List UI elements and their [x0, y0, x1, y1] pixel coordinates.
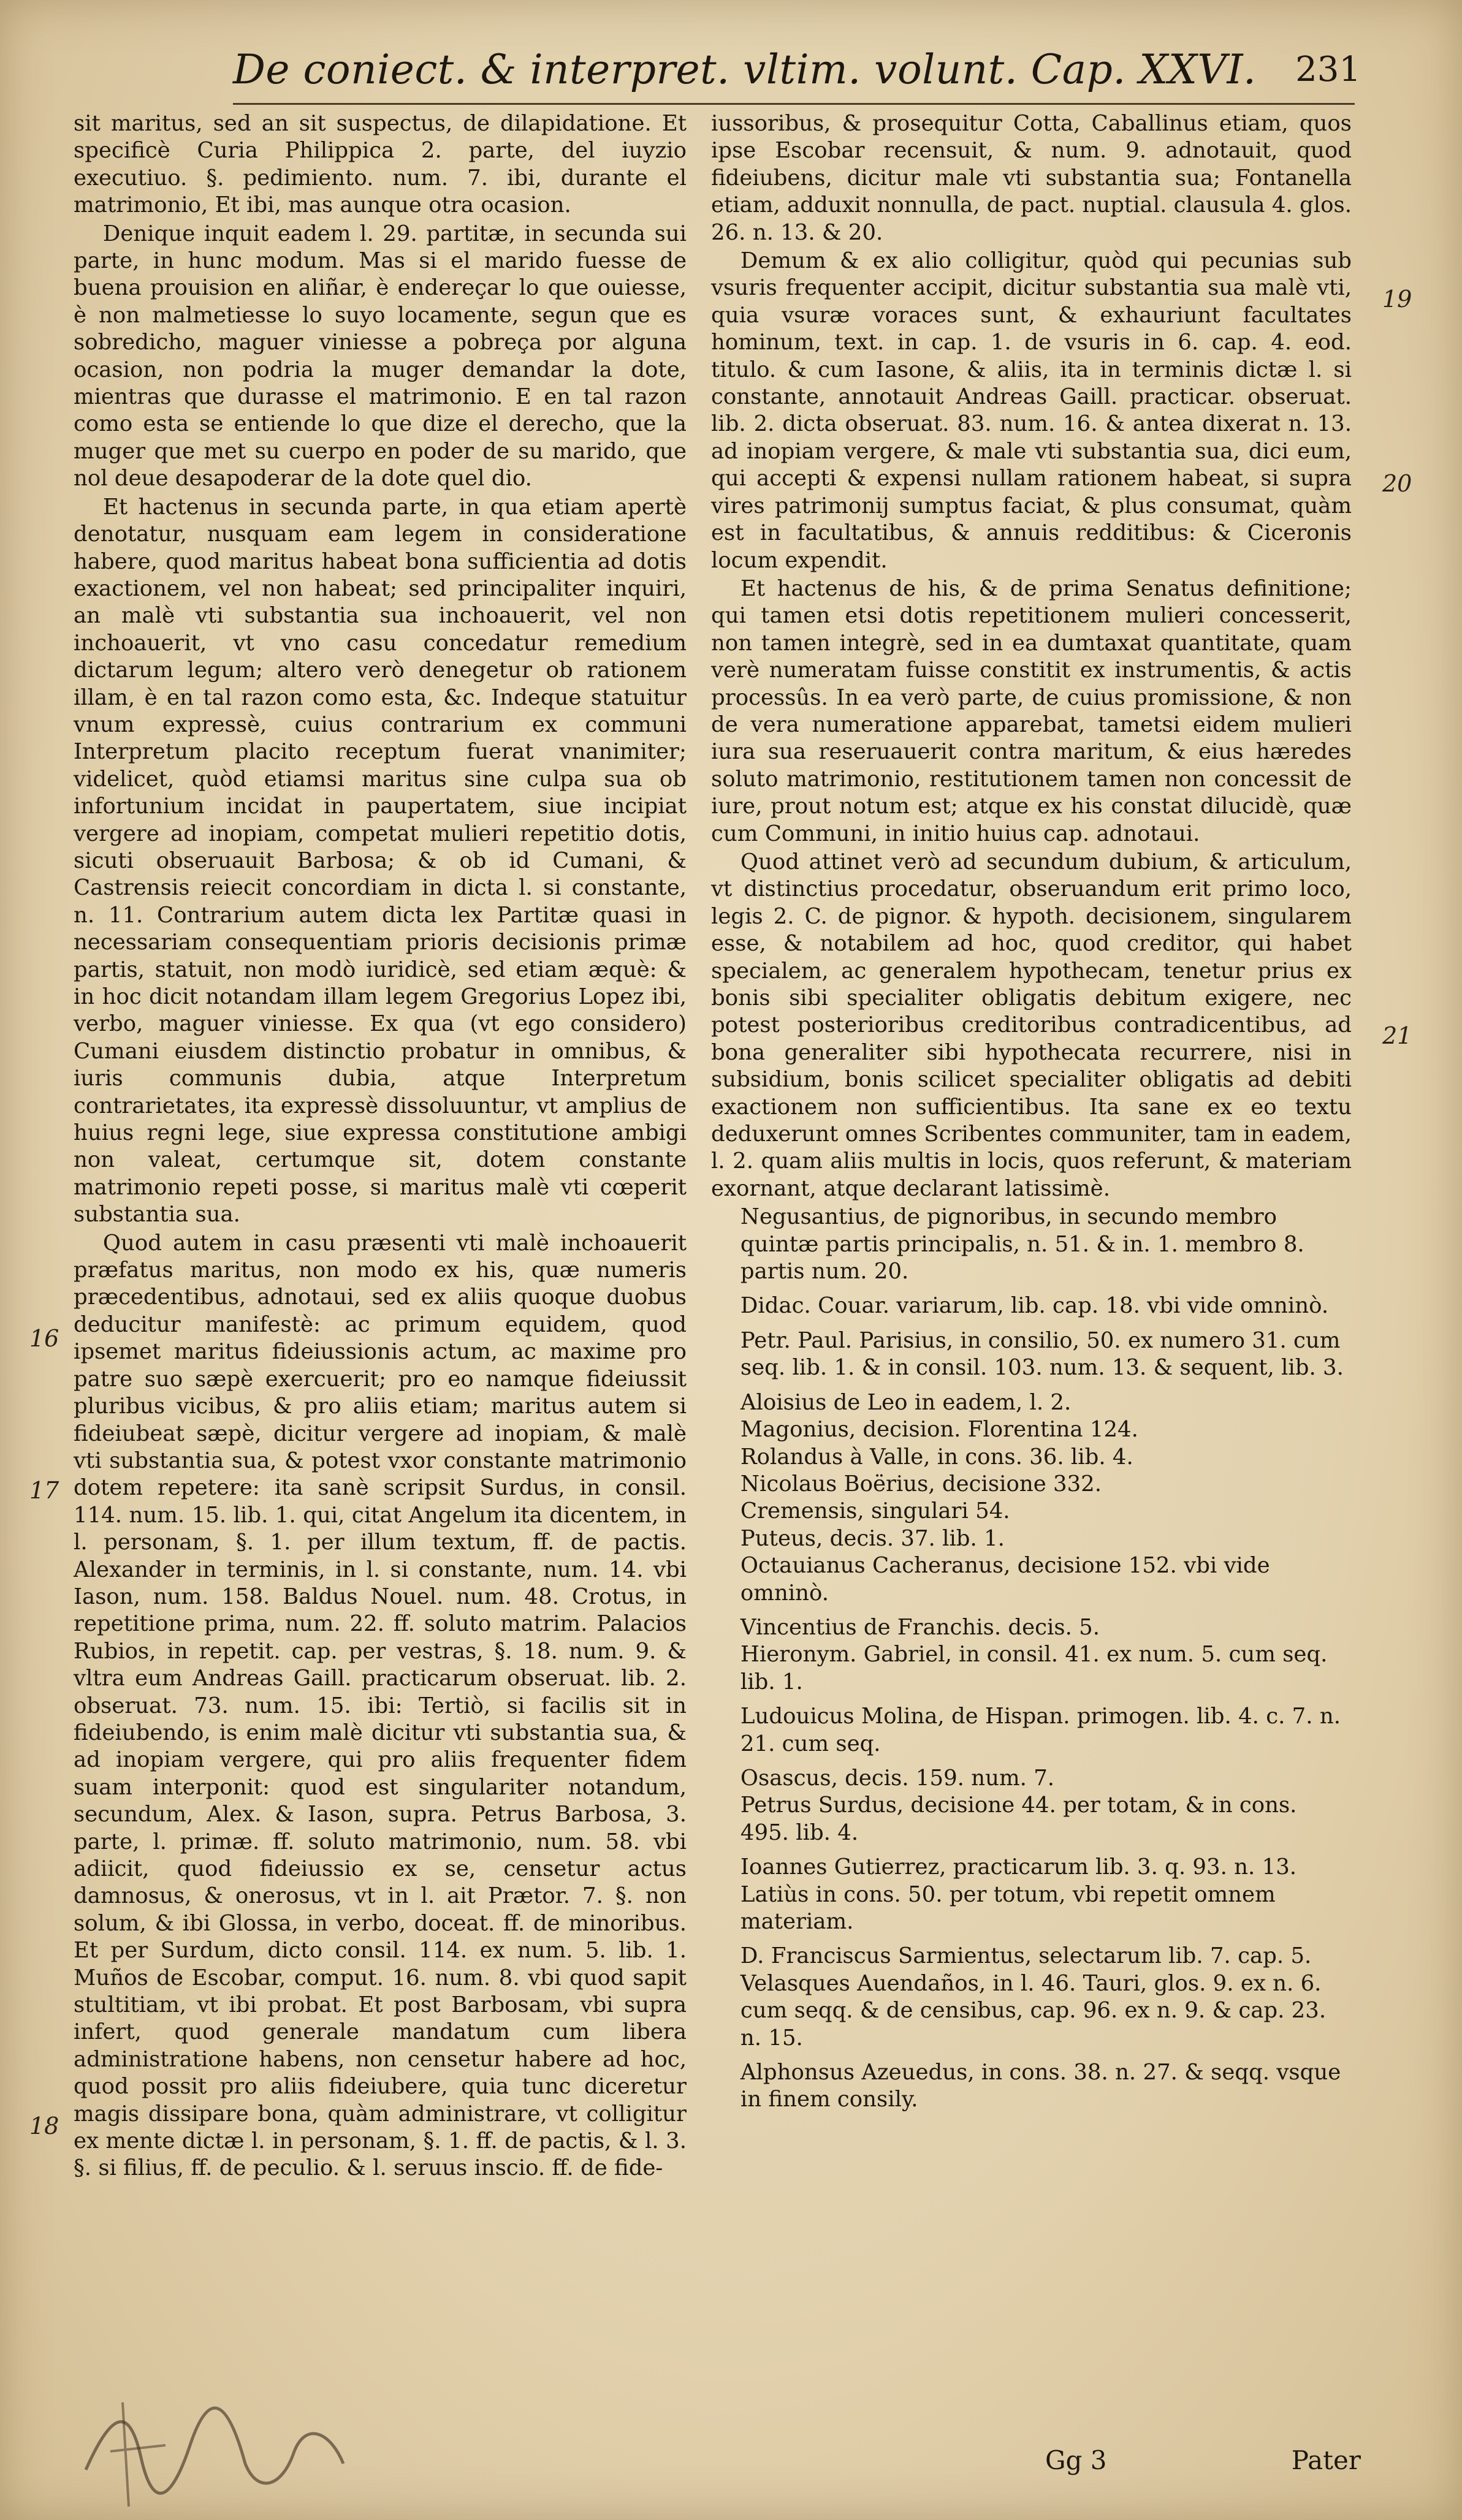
ink-scrawl — [74, 2378, 392, 2513]
left-column — [74, 110, 687, 2184]
page-header — [233, 46, 1361, 101]
reference-entry: Vincentius de Franchis. decis. 5. — [740, 1614, 1100, 1640]
paragraph: Et hactenus in secunda parte, in qua etiam apertè denotatur, nusquam eam legem in consideratione habere, quod maritus habeat bona sufficientia ad dotis exactionem, vel non habeat; sed principaliter inquiri, an malè vti substantia sua inchoauerit, vel non inchoauerit, vt vno casu concedatur remedium dictarum legum; altero verò denegetur ob rationem illam, è en tal razon como esta, &c. Indeque statuitur vnum expressè, cuius contrarium ex communi Interpretum placito receptum fuerat vnanimiter; videlicet, quòd etiamsi maritus sine culpa sua ob infortunium incidat in paupertatem, siue incipiat vergere ad inopiam, competat mulieri repetitio dotis, sicuti obseruauit Barbosa; & ob id Cumani, & Castrensis reiecit concordiam in dicta l. si constante, n. 11. Contrarium autem dicta lex Partitæ quasi in necessariam consequentiam prioris decisionis primæ partis, statuit, non modò iuridicè, sed etiam æquè: & in hoc dicit notandam illam legem Gregorius Lopez ibi, verbo, maguer viniesse. Ex qua (vt ego considero) Cumani eiusdem distinctio probatur in omnibus, & iuris communis dubia, atque Interpretum contrarietates, ita expressè dissoluuntur, vt amplius de huius regni lege, siue expressa constitutione ambigi non valeat, certumque sit, dotem constante matrimonio repeti posse, si maritus malè vti cœperit substantia sua. — [74, 494, 687, 1228]
reference-entry: Alphonsus Azeuedus, in cons. 38. n. 27. & seqq. vsque in finem consily. — [740, 2060, 1341, 2112]
paragraph: Quod autem in casu præsenti vti malè inchoauerit præfatus maritus, non modo ex his, quæ numeris præcedentibus, adnotaui, sed ex aliis quoque duobus deducitur manifestè: ac primum equidem, quod ipsemet maritus fideiussionis actum, ac maxime pro patre suo sæpè exercuerit; pro eo namque fideiussit pluribus vicibus, & pro aliis etiam; maritus autem si fideiubeat sæpè, dicitur vergere ad inopiam, & malè vti substantia sua, & potest vxor constante matrimonio dotem repetere: ita sanè scripsit Surdus, in consil. 114. num. 15. lib. 1. qui, citat Angelum ita dicentem, in l. personam, §. 1. per illum textum, ff. de pactis. Alexander in terminis, in l. si constante, num. 14. vbi Iason, num. 158. Baldus Nouel. num. 48. Crotus, in repetitione prima, num. 22. ff. soluto matrim. Palacios Rubios, in repetit. cap. per vestras, §. 18. num. 9. & vltra eum Andreas Gaill. practicarum obseruat. lib. 2. obseruat. 73. num. 15. ibi: Tertiò, si facilis sit in fideiubendo, is enim malè dicitur vti substantia sua, & ad inopiam vergere, qui pro aliis frequenter fidem suam interponit: quod est singulariter notandum, secundum, Alex. & Iason, supra. Petrus Barbosa, 3. parte, l. primæ. ff. soluto matrimonio, num. 58. vbi adiicit, quod fideiussio ex se, censetur actus damnosus, & onerosus, vt in l. ait Prætor. 7. §. non solum, & ibi Glossa, in verbo, doceat. ff. de minoribus. Et per Surdum, dicto consil. 114. ex num. 5. lib. 1. Muños de Escobar, comput. 16. num. 8. vbi quod sapit stultitiam, vt ibi probat. Et post Barbosam, vbi supra infert, quod generale mandatum cum libera administratione habens, non censetur habere ad hoc, quod possit pro aliis fideiubere, quia tunc diceretur magis dissipare bona, quàm administrare, vt colligitur ex mente dictæ l. in personam, §. 1. ff. de pactis, & l. 3. §. si filius, ff. de peculio. & l. seruus inscio. ff. de fide- — [74, 1230, 687, 2181]
margin-number: 18 — [29, 2112, 59, 2139]
paragraph: Denique inquit eadem l. 29. partitæ, in secunda sui parte, in hunc modum. Mas si el marido fuesse de buena prouision en aliñar, è endereçar lo que ouiesse, è non malmetiesse lo suyo locamente, segun que es sobredicho, maguer viniesse a pobreça por alguna ocasion, non podria la muger demandar la dote, mientras que durasse el matrimonio. E en tal razon como esta se entiende lo que dize el derecho, que la muger que met su cuerpo en poder de su marido, que nol deue desapoderar de la dote quel dio. — [74, 221, 687, 491]
reference-entry: Nicolaus Boërius, decisione 332. — [740, 1471, 1102, 1497]
paragraph: Et hactenus de his, & de prima Senatus definitione; qui tamen etsi dotis repetitionem mulieri concesserit, non tamen integrè, sed in ea dumtaxat quantitate, quam verè numeratam fuisse constitit ex instrumentis, & actis processûs. In ea verò parte, de cuius promissione, & non de vera numeratione apparebat, tametsi eidem mulieri iura sua reseruauerit contra maritum, & eius hæredes soluto matrimonio, restitutionem tamen non concessit de iure, prout notum est; atque ex his constat dilucidè, quæ cum Communi, in initio huius cap. adnotaui. — [711, 575, 1352, 846]
paragraph: Quod attinet verò ad secundum dubium, & articulum, vt distinctius procedatur, obseruandum erit primo loco, legis 2. C. de pignor. & hypoth. decisionem, singularem esse, & notabilem ad hoc, quod creditor, qui habet specialem, ac generalem hypothecam, tenetur prius ex bonis sibi specialiter obligatis debitum exigere, nec potest posterioribus creditoribus contradicentibus, ad bona generaliter sibi hypothecata recurrere, nisi in subsidium, bonis scilicet specialiter obligatis ad debiti exactionem non sufficientibus. Ita sane ex eo textu deduxerunt omnes Scribentes communiter, tam in eadem, l. 2. quam aliis multis in locis, quos referunt, & materiam exornant, atque declarant latissimè. — [711, 849, 1352, 1201]
page-footer — [981, 2445, 1361, 2482]
paragraph: sit maritus, sed an sit suspectus, de dilapidatione. Et specificè Curia Philippica 2. parte, del iuyzio executiuo. §. pedimiento. num. 7. ibi, durante el matrimonio, Et ibi, mas aunque otra ocasion. — [74, 111, 687, 218]
reference-entry: Puteus, decis. 37. lib. 1. — [740, 1525, 1005, 1551]
reference-entry: Ludouicus Molina, de Hispan. primogen. lib. 4. c. 7. n. 21. cum seq. — [740, 1704, 1341, 1756]
margin-number: 21 — [1382, 1022, 1412, 1049]
header-rule — [233, 103, 1355, 105]
reference-entry: Aloisius de Leo in eadem, l. 2. — [740, 1389, 1072, 1415]
signature-mark: Gg 3 — [1045, 2445, 1107, 2475]
reference-entry: Velasques Auendaños, in l. 46. Tauri, glos. 9. ex n. 6. cum seqq. & de censibus, cap. 96. ex n. 9. & cap. 23. n. 15. — [740, 1970, 1327, 2051]
reference-entry: D. Franciscus Sarmientus, selectarum lib. 7. cap. 5. — [740, 1943, 1312, 1969]
reference-entry: Rolandus à Valle, in cons. 36. lib. 4. — [740, 1444, 1133, 1470]
reference-entry: Didac. Couar. variarum, lib. cap. 18. vbi vide omninò. — [740, 1293, 1329, 1319]
margin-number: 20 — [1382, 470, 1412, 497]
catchword: Pater — [1291, 2445, 1361, 2475]
reference-entry: Magonius, decision. Florentina 124. — [740, 1417, 1138, 1443]
reference-entry: Ioannes Gutierrez, practicarum lib. 3. q. 93. n. 13. Latiùs in cons. 50. per totum, vbi repetit omnem materiam. — [740, 1854, 1297, 1934]
right-column — [711, 110, 1352, 2114]
reference-entry: Negusantius, de pignoribus, in secundo membro quintæ partis principalis, n. 51. & in. 1. membro 8. partis num. 20. — [740, 1204, 1304, 1285]
margin-number: 16 — [29, 1325, 59, 1352]
reference-entry: Petr. Paul. Parisius, in consilio, 50. ex numero 31. cum seq. lib. 1. & in consil. 103. num. 13. & sequent, lib. 3. — [740, 1327, 1344, 1381]
running-title: De coniect. & interpret. vltim. volunt. Cap. XXVI. — [233, 46, 1257, 93]
paragraph: iussoribus, & prosequitur Cotta, Caballinus etiam, quos ipse Escobar recensuit, & num. 9. adnotauit, quod fideiubens, dicitur male vti substantia sua; Fontanella etiam, adduxit nonnulla, de pact. nuptial. clausula 4. glos. 26. n. 13. & 20. — [711, 111, 1352, 245]
paragraph: Demum & ex alio colligitur, quòd qui pecunias sub vsuris frequenter accipit, dicitur substantia sua malè vti, quia vsuræ voraces sunt, & exhauriunt facultates hominum, text. in cap. 1. de vsuris in 6. cap. 4. eod. titulo. & cum Iasone, & aliis, ita in terminis dictæ l. si constante, annotauit Andreas Gaill. practicar. obseruat. lib. 2. dicta obseruat. 83. num. 16. & antea dixerat n. 13. ad inopiam vergere, & male vti substantia sua, dici eum, qui accepti & expensi nullam rationem habeat, si supra vires patrimonij sumptus faciat, & plus consumat, quàm est in facultatibus, & annuis redditibus: & Ciceronis locum expendit. — [711, 248, 1352, 573]
margin-number: 17 — [29, 1477, 59, 1504]
margin-number: 19 — [1382, 286, 1412, 313]
reference-entry: Osascus, decis. 159. num. 7. — [740, 1765, 1055, 1791]
reference-entry: Petrus Surdus, decisione 44. per totam, & in cons. 495. lib. 4. — [740, 1793, 1297, 1845]
reference-entry: Hieronym. Gabriel, in consil. 41. ex num. 5. cum seq. lib. 1. — [740, 1642, 1328, 1695]
page-number: 231 — [1295, 50, 1361, 89]
reference-entry: Octauianus Cacheranus, decisione 152. vbi vide omninò. — [740, 1553, 1270, 1606]
reference-entry: Cremensis, singulari 54. — [740, 1498, 1010, 1524]
